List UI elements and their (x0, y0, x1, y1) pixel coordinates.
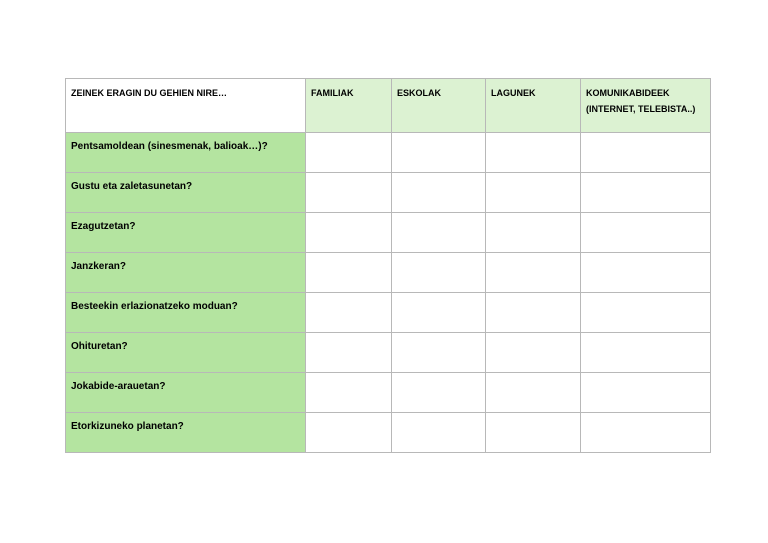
table-body (66, 133, 711, 453)
answer-cell[interactable] (486, 173, 581, 213)
table-row (66, 413, 711, 453)
answer-cell[interactable] (392, 373, 486, 413)
answer-cell[interactable] (306, 413, 392, 453)
answer-cell[interactable] (306, 213, 392, 253)
answer-cell[interactable] (392, 333, 486, 373)
answer-cell[interactable] (581, 293, 711, 333)
answer-cell[interactable] (392, 293, 486, 333)
answer-cell[interactable] (486, 413, 581, 453)
answer-cell[interactable] (306, 333, 392, 373)
row-label: Gustu eta zaletasunetan? (66, 173, 306, 213)
answer-cell[interactable] (392, 213, 486, 253)
answer-cell[interactable] (581, 133, 711, 173)
answer-cell[interactable] (306, 293, 392, 333)
answer-cell[interactable] (581, 373, 711, 413)
answer-cell[interactable] (306, 373, 392, 413)
answer-cell[interactable] (486, 373, 581, 413)
table-row (66, 333, 711, 373)
row-label: Janzkeran? (66, 253, 306, 293)
row-label: Ohituretan? (66, 333, 306, 373)
row-label: Pentsamoldean (sinesmenak, balioak…)? (66, 133, 306, 173)
answer-cell[interactable] (486, 213, 581, 253)
table-row (66, 293, 711, 333)
answer-cell[interactable] (486, 333, 581, 373)
table-row (66, 253, 711, 293)
row-label: Ezagutzetan? (66, 213, 306, 253)
table-header-row (66, 79, 711, 133)
row-label: Etorkizuneko planetan? (66, 413, 306, 453)
answer-cell[interactable] (392, 413, 486, 453)
column-header-lagunek: LAGUNEK (486, 79, 581, 133)
answer-cell[interactable] (392, 133, 486, 173)
answer-cell[interactable] (392, 173, 486, 213)
answer-cell[interactable] (306, 253, 392, 293)
answer-cell[interactable] (486, 133, 581, 173)
table-row (66, 173, 711, 213)
table-row (66, 213, 711, 253)
answer-cell[interactable] (581, 253, 711, 293)
column-header-familiak: FAMILIAK (306, 79, 392, 133)
influence-table (65, 78, 711, 453)
question-header: ZEINEK ERAGIN DU GEHIEN NIRE… (66, 79, 306, 133)
answer-cell[interactable] (486, 253, 581, 293)
answer-cell[interactable] (486, 293, 581, 333)
answer-cell[interactable] (581, 213, 711, 253)
answer-cell[interactable] (392, 253, 486, 293)
column-header-komunikabideek: KOMUNIKABIDEEK (INTERNET, TELEBISTA..) (581, 79, 711, 133)
table-row (66, 133, 711, 173)
answer-cell[interactable] (581, 333, 711, 373)
column-header-eskolak: ESKOLAK (392, 79, 486, 133)
answer-cell[interactable] (306, 133, 392, 173)
answer-cell[interactable] (581, 173, 711, 213)
answer-cell[interactable] (306, 173, 392, 213)
row-label: Besteekin erlazionatzeko moduan? (66, 293, 306, 333)
answer-cell[interactable] (581, 413, 711, 453)
table-row (66, 373, 711, 413)
row-label: Jokabide-arauetan? (66, 373, 306, 413)
